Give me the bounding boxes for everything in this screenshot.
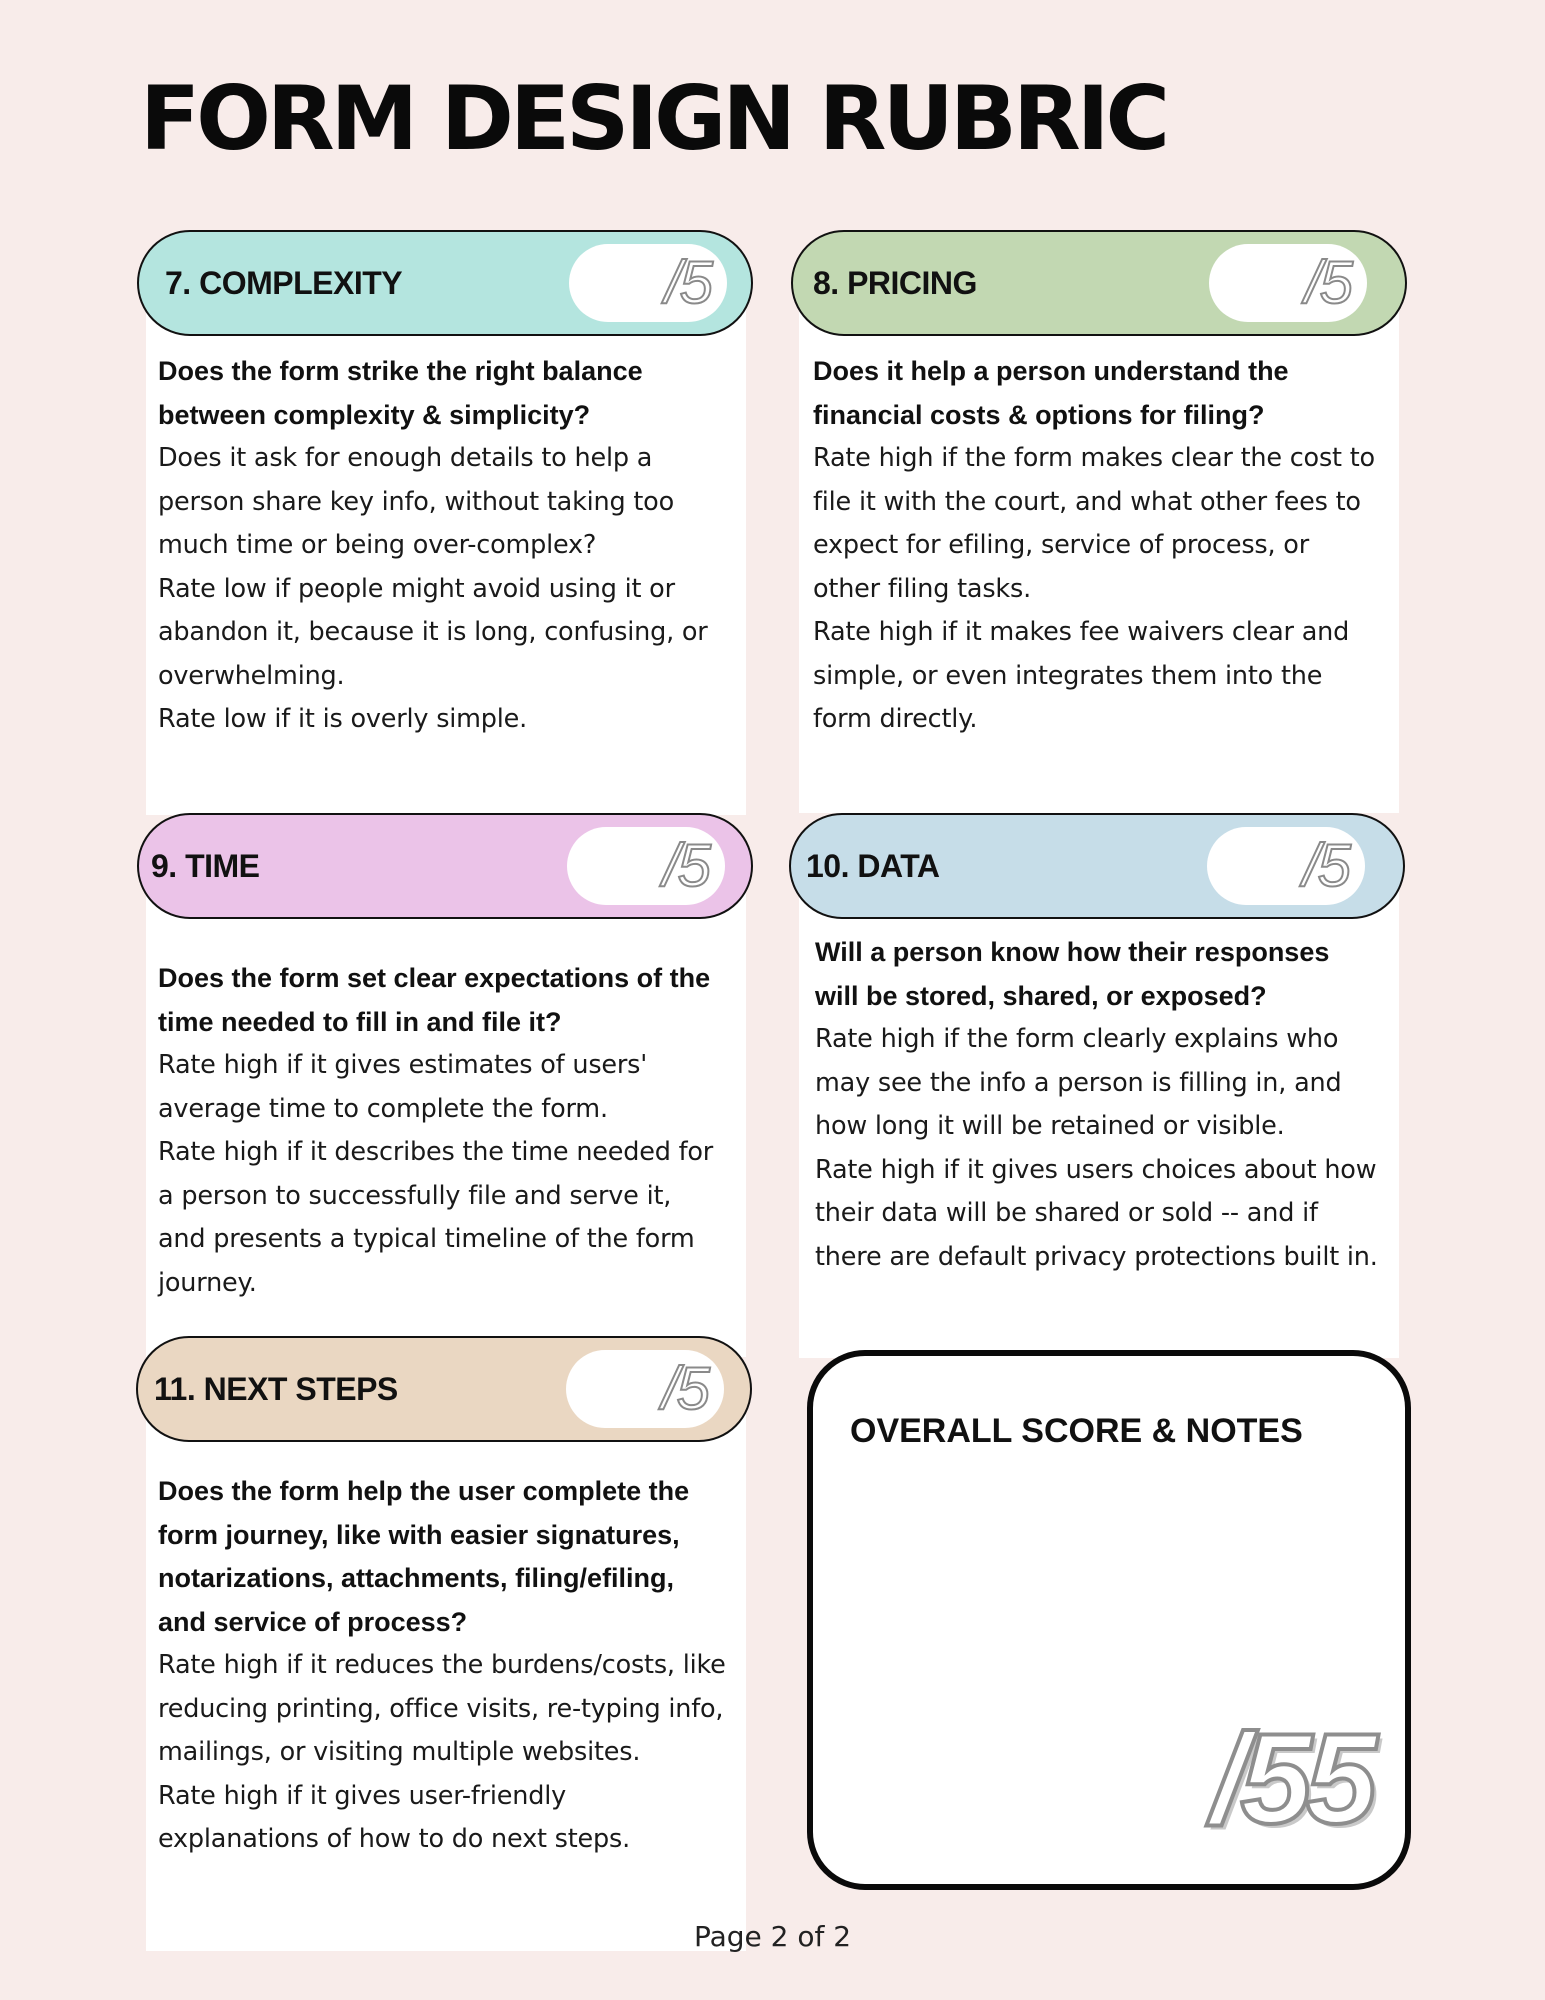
card-body [146, 873, 746, 1357]
card-text: Rate high if it gives estimates of users' average time to complete the form. [158, 1050, 648, 1124]
card-text: Rate high if the form makes clear the cost to file it with the court, and what other fees to expect for efiling, service of process, or other filing tasks. [813, 443, 1375, 604]
score-max: /5 [1302, 832, 1349, 899]
card-question: Will a person know how their responses will be stored, shared, or exposed? [815, 937, 1330, 1011]
card-text: Rate high if the form clearly explains who may see the info a person is filling in, and how long it will be retained or visible. [815, 1024, 1342, 1141]
card-header-pill [137, 230, 753, 336]
page-number: Page 2 of 2 [693, 1920, 852, 1953]
card-text: Does it ask for enough details to help a person share key info, without taking too much time or being over-complex? [158, 443, 674, 560]
score-field[interactable] [567, 827, 725, 905]
card-header-pill [137, 813, 753, 919]
score-field[interactable] [1207, 827, 1365, 905]
overall-score-total: /55 [1211, 1708, 1371, 1851]
card-header-pill [791, 230, 1407, 336]
card-body [799, 290, 1399, 813]
card-text: Rate high if it describes the time needed for a person to successfully file and serve it, and presents a typical timeline of the form journey. [158, 1137, 714, 1298]
page-title: FORM DESIGN RUBRIC [140, 67, 1167, 170]
card-title: 9. TIME [151, 848, 260, 884]
score-field[interactable] [1209, 244, 1367, 322]
card-title: 7. COMPLEXITY [165, 265, 403, 301]
card-question: Does it help a person understand the financial costs & options for filing? [813, 356, 1289, 430]
card-header-pill [789, 813, 1405, 919]
card-text: Rate high if it reduces the burdens/costs, like reducing printing, office visits, re-typing info, mailings, or visiting multiple websites. [158, 1650, 726, 1767]
card-title: 8. PRICING [813, 265, 977, 301]
card-text: Rate low if people might avoid using it or abandon it, because it is long, confusing, or overwhelming. [158, 573, 708, 691]
card-text: Rate high if it makes fee waivers clear and simple, or even integrates them into the form directly. [813, 617, 1350, 734]
score-max: /5 [662, 832, 709, 899]
card-header-pill [136, 1336, 752, 1442]
card-title: 10. DATA [806, 848, 940, 884]
card-question: Does the form set clear expectations of the time needed to fill in and file it? [158, 963, 711, 1037]
card-question: Does the form help the user complete the form journey, like with easier signatures, notarizations, attachments, filing/efiling, and service of process? [158, 1476, 690, 1637]
card-body [146, 1396, 746, 1951]
card-question: Does the form strike the right balance between complexity & simplicity? [158, 356, 643, 430]
overall-score-notes-box[interactable] [807, 1350, 1411, 1890]
card-body [146, 290, 746, 815]
score-max: /5 [1304, 249, 1351, 316]
score-max: /5 [661, 1355, 708, 1422]
card-text: Rate low if it is overly simple. [158, 704, 528, 734]
card-title: 11. NEXT STEPS [154, 1371, 398, 1407]
card-text: Rate high if it gives users choices about how their data will be shared or sold -- and if there are default privacy protections built in. [815, 1154, 1378, 1272]
score-max: /5 [664, 249, 711, 316]
card-text: Rate high if it gives user-friendly explanations of how to do next steps. [158, 1780, 631, 1854]
score-field[interactable] [569, 244, 727, 322]
score-field[interactable] [566, 1350, 724, 1428]
card-body [799, 873, 1399, 1358]
overall-score-heading: OVERALL SCORE & NOTES [850, 1412, 1303, 1450]
